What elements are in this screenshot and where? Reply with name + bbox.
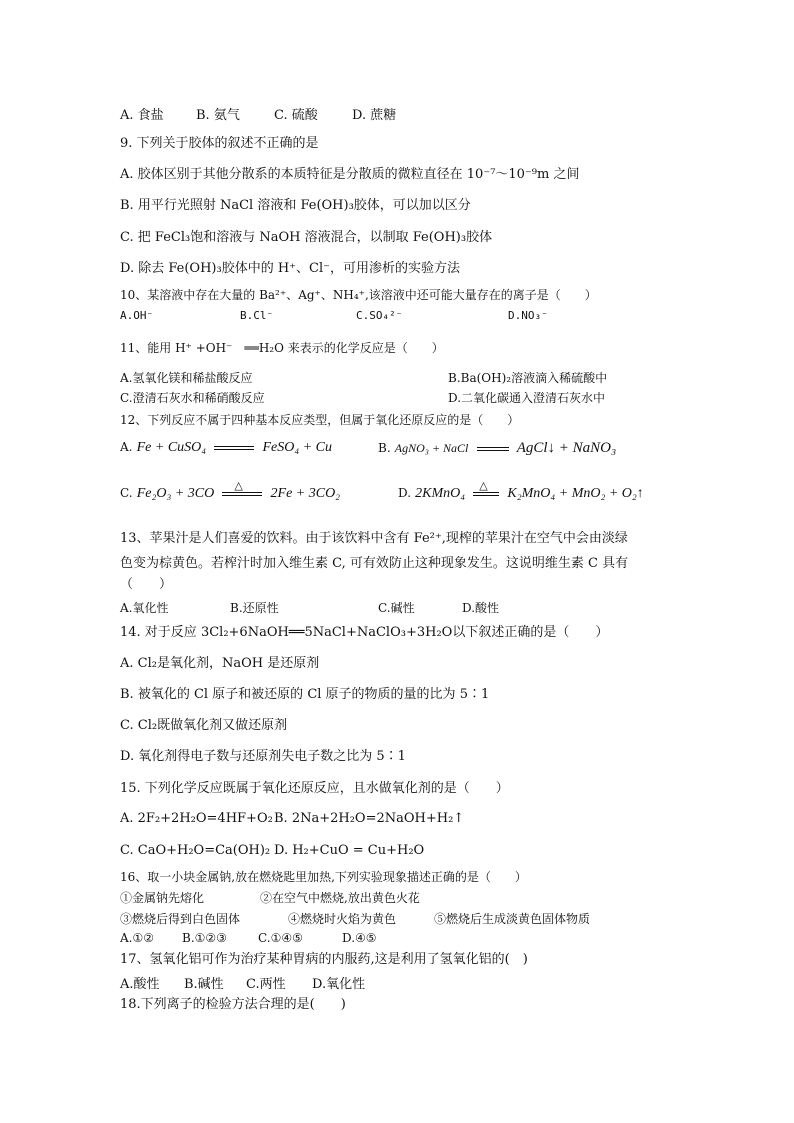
q16-option-a: A.①② <box>120 931 154 945</box>
q17-option-b: B.碱性 <box>184 977 224 992</box>
equals-arrow-icon <box>214 446 254 450</box>
q11-option-b: B.Ba(OH)₂溶液滴入稀硫酸中 <box>448 371 608 385</box>
q12-option-c <box>120 478 341 502</box>
q13-option-b: B.还原性 <box>230 601 279 615</box>
q15-option-d: D. H₂+CuO = Cu+H₂O <box>274 843 425 858</box>
q10-option-b: B.Cl⁻ <box>240 309 274 322</box>
q12-option-a <box>120 440 332 456</box>
q16-item-3: ③燃烧后得到白色固体 <box>120 912 241 926</box>
q8-option-d: D. 蔗糖 <box>352 108 397 123</box>
q12-option-d-right: K₂MnO₄ + MnO₂ + O₂↑ <box>507 486 644 501</box>
heat-arrow-icon <box>473 478 499 496</box>
q16-option-c: C.①④⑤ <box>258 931 303 945</box>
q12-option-a-label: A. <box>120 440 133 454</box>
q12-option-b-label: B. <box>378 441 391 455</box>
q9-option-b: B. 用平行光照射 NaCl 溶液和 Fe(OH)₃胶体，可以加以区分 <box>120 198 471 213</box>
q10-option-c: C.SO₄²⁻ <box>356 309 403 322</box>
q16-option-b: B.①②③ <box>182 931 227 945</box>
q12-option-b-right: AgCl↓ + NaNO₃ <box>516 440 617 456</box>
q16-item-5: ⑤燃烧后生成淡黄色固体物质 <box>434 912 591 926</box>
q12-option-c-label: C. <box>120 486 133 500</box>
q12-option-b-left: AgNO₃ + NaCl <box>394 441 469 455</box>
q12-option-d-left: 2KMnO₄ <box>415 486 466 501</box>
q12-option-a-left: Fe + CuSO₄ <box>136 440 207 455</box>
q9-option-d: D. 除去 Fe(OH)₃胶体中的 H⁺、Cl⁻，可用渗析的实验方法 <box>120 261 461 276</box>
q17-option-c: C.两性 <box>246 977 286 992</box>
q15-option-a: A. 2F₂+2H₂O=4HF+O₂ <box>120 811 273 826</box>
q11-option-a: A.氢氧化镁和稀盐酸反应 <box>120 371 253 385</box>
q9-option-c: C. 把 FeCl₃饱和溶液与 NaOH 溶液混合，以制取 Fe(OH)₃胶体 <box>120 230 493 245</box>
q14-option-d: D. 氧化剂得电子数与还原剂失电子数之比为 5∶1 <box>120 749 406 764</box>
q12-option-d-label: D. <box>398 486 412 500</box>
q16-option-d: D.④⑤ <box>342 931 377 945</box>
equals-arrow-icon <box>477 447 509 451</box>
q9-option-a: A. 胶体区别于其他分散系的本质特征是分散质的微粒直径在 10⁻⁷～10⁻⁹m 之间 <box>120 167 580 182</box>
q11-stem: 11、能用 H⁺ +OH⁻ ══H₂O 来表示的化学反应是（ ） <box>120 341 444 355</box>
q8-option-b: B. 氨气 <box>196 108 240 123</box>
q11-option-d: D.二氧化碳通入澄清石灰水中 <box>448 391 606 405</box>
q14-option-c: C. Cl₂既做氧化剂又做还原剂 <box>120 718 288 733</box>
q12-option-a-right: FeSO₄ + Cu <box>262 440 332 455</box>
q13-line-2: 色变为棕黄色。若榨汁时加入维生素 C, 可有效防止这种现象发生。这说明维生素 C 具有 <box>120 556 629 571</box>
q10-option-d: D.NO₃⁻ <box>508 309 548 322</box>
q16-stem: 16、取一小块金属钠,放在燃烧匙里加热,下列实验现象描述正确的是（ ） <box>120 870 527 884</box>
q17-option-d: D.氧化性 <box>312 977 366 992</box>
q17-option-a: A.酸性 <box>120 977 160 992</box>
q15-option-c: C. CaO+H₂O=Ca(OH)₂ <box>120 843 271 858</box>
delta-icon: △ <box>234 478 243 492</box>
q16-item-2: ②在空气中燃烧,放出黄色火花 <box>260 891 420 905</box>
q14-option-a: A. Cl₂是氧化剂，NaOH 是还原剂 <box>120 656 320 671</box>
q10-stem: 10、某溶液中存在大量的 Ba²⁺、Ag⁺、NH₄⁺,该溶液中还可能大量存在的离子是（ ） <box>120 288 597 302</box>
q16-item-1: ①金属钠先熔化 <box>120 891 205 905</box>
q18-stem: 18.下列离子的检验方法合理的是( ) <box>120 997 346 1012</box>
q12-option-c-right: 2Fe + 3CO₂ <box>270 486 341 501</box>
q15-option-b: B. 2Na+2H₂O=2NaOH+H₂↑ <box>274 811 465 826</box>
q13-option-c: C.碱性 <box>378 601 415 615</box>
heat-arrow-icon <box>222 478 262 496</box>
q13-line-1: 13、苹果汁是人们喜爱的饮料。由于该饮料中含有 Fe²⁺,现榨的苹果汁在空气中会由淡绿 <box>120 531 628 546</box>
q14-option-b: B. 被氧化的 Cl 原子和被还原的 Cl 原子的物质的量的比为 5∶1 <box>120 687 490 702</box>
q8-option-a: A. 食盐 <box>120 108 164 123</box>
q14-stem: 14. 对于反应 3Cl₂+6NaOH══5NaCl+NaClO₃+3H₂O以下叙述正确的是（ ） <box>120 625 609 640</box>
delta-icon: △ <box>479 478 488 492</box>
q13-line-3: （ ） <box>120 577 173 592</box>
q10-option-a: A.OH⁻ <box>120 309 154 322</box>
q12-option-d <box>398 478 644 502</box>
q17-stem: 17、氢氧化铝可作为治疗某种胃病的内服药,这是利用了氢氧化铝的( ) <box>120 952 528 967</box>
q8-option-c: C. 硫酸 <box>274 108 318 123</box>
q13-option-d: D.酸性 <box>462 601 500 615</box>
q13-option-a: A.氧化性 <box>120 601 169 615</box>
q15-stem: 15. 下列化学反应既属于氧化还原反应，且水做氧化剂的是（ ） <box>120 781 509 796</box>
q16-item-4: ④燃烧时火焰为黄色 <box>288 912 397 926</box>
q9-stem: 9. 下列关于胶体的叙述不正确的是 <box>120 136 319 151</box>
q12-option-c-left: Fe₂O₃ + 3CO <box>136 486 215 501</box>
q11-option-c: C.澄清石灰水和稀硝酸反应 <box>120 391 265 405</box>
q12-stem: 12、下列反应不属于四种基本反应类型，但属于氧化还原反应的是（ ） <box>120 413 520 427</box>
q12-option-b <box>378 440 616 457</box>
